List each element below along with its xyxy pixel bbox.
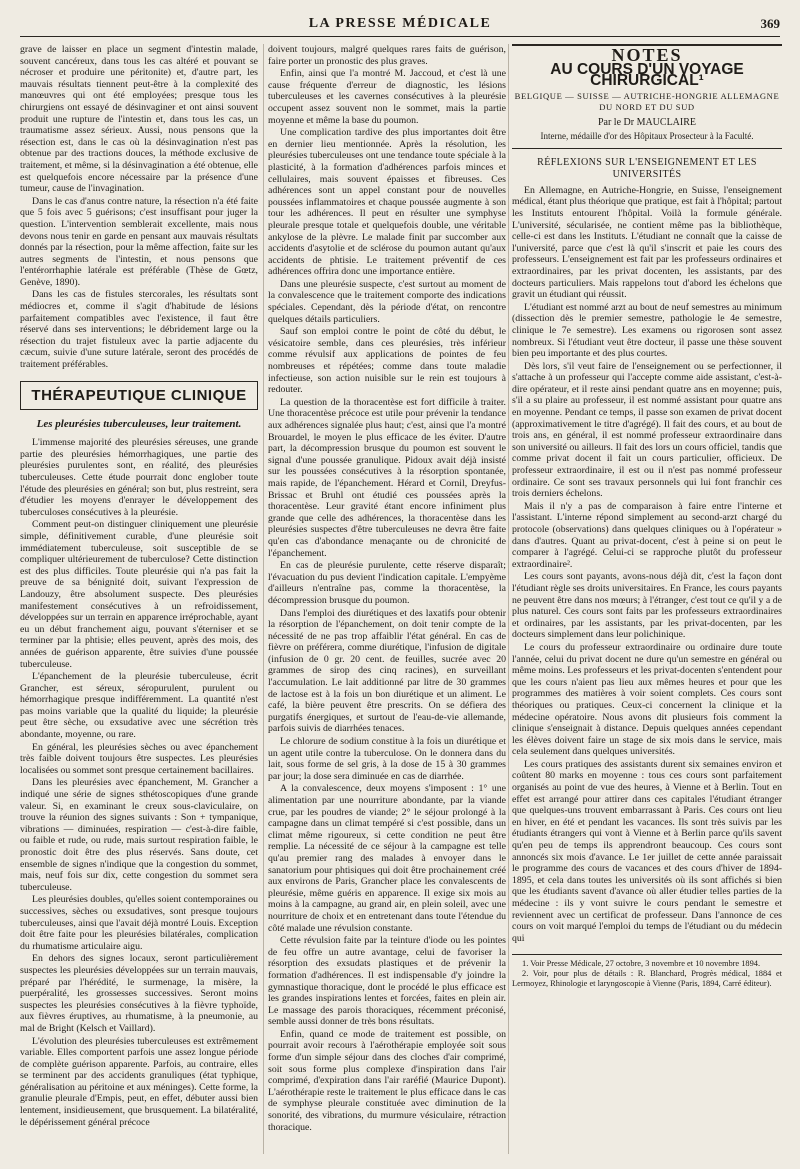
paragraph: Dans les cas de fistules stercorales, les résultats sont médiocres et, comme il s'agit d'habitude de lésions parfaitement compatibles avec l'existence, il faut être réservé dans ses interventions; le débridement large ou la résection du trajet fistuleux avec la partie adjacente du cæcum, suivie d'une suture latérale, seront des procédés de traitement préférables. bbox=[20, 289, 258, 371]
paragraph: En Allemagne, en Autriche-Hongrie, en Suisse, l'enseignement médical, étant plus théorique que pratique, est fait à l'hôpital; partout les Instituts entourent l'hôpital. Voilà la formule générale. L'université, sécularisée, ne contient même pas la bibliothèque, celle-ci est dans les Instituts. L'étudiant ne connaît que la caisse de l'université, parce que c'est là qu'il s'inscrit et paie les cours des professeurs. L'enseignement est fait par les professeurs ordinaires et extraordinaires, par les privat docenten, les assistants, par des docteurs particuliers. Mais rappelons tout d'abord les échelons que gravit un étudiant qui réussit. bbox=[512, 184, 782, 301]
author-titles: Interne, médaille d'or des Hôpitaux Prosecteur à la Faculté. bbox=[540, 130, 754, 141]
paragraph: Enfin, quand ce mode de traitement est possible, on pourrait avoir recours à l'aérothérapie employée soit sous forme d'un simple séjour dans des cloches d'air comprimé, soit sous forme plus complexe d'inspiration dans l'air comprimé, d'expiration dans l'air raréfié (Maurice Dupont). L'aérothérapie reste le traitement le plus efficace dans le cas de symphyse pleurale constituée avec diminution de la sonorité, des vibrations, du murmure vésiculaire, rétraction thoracique. bbox=[268, 1028, 506, 1133]
column-3 bbox=[512, 44, 782, 1154]
paragraph: L'étudiant est nommé arzt au bout de neuf semestres au minimum (dissection dès le premier semestre, pathologie le 4e semestre, clinique le 7e semestre). Les examens ou rigorosen sont assez nombreux. Si l'étudiant veut être docteur, il passe une thèse souvent bien peu importante et des plus courtes. bbox=[512, 301, 782, 360]
paragraph: Dans le cas d'anus contre nature, la résection n'a été faite que 5 fois avec 5 guérisons; c'est insuffisant pour juger la question. L'intervention semblerait excellente, mais nous devons nous tenir en garde en pensant aux mauvais résultats donnés par la résection, pour la même affection, faite sur les autres segments de l'intestin, et nous pensons que l'entérorrhaphie latérale est préférable (Thèse de Gœtz, Genève, 1890). bbox=[20, 195, 258, 288]
paragraph: Enfin, ainsi que l'a montré M. Jaccoud, et c'est là une cause fréquente d'erreur de diagnostic, les lésions tuberculeuses et les cavernes consécutives à la pleurésie occupent assez souvent non le sommet, mais la partie moyenne et même la base du poumon. bbox=[268, 68, 506, 126]
footnote: 1. Voir Presse Médicale, 27 octobre, 3 novembre et 10 novembre 1894. bbox=[522, 959, 761, 969]
paragraph: En cas de pleurésie purulente, cette réserve disparaît; l'évacuation du pus devient l'indication capitale. L'empyème d'ailleurs n'entraîne pas, comme la thoracentèse, la décompression brusque du poumon. bbox=[268, 560, 506, 606]
column-1 bbox=[20, 44, 258, 1154]
journal-title: LA PRESSE MÉDICALE bbox=[308, 16, 492, 31]
paragraph: Comment peut-on distinguer cliniquement une pleurésie simple, définitivement curable, d'une pleurésie soit immédiatement tuberculeuse, soit susceptible de se compliquer ultérieurement de tuberculose? Cette distinction est des plus difficiles. Toute pleurésie qui n'a pas fait la preuve de sa bénignité doit, suivant l'expression de Landouzy, être absolument suspecte. Des pleurésies manifestement consécutives à un refroidissement, développées sur un terrain en apparence irréprochable, ayant eu un début franchement aigu, pouvant s'éterniser et se terminer par la phtisie; elles peuvent, après des mois, des années de guérison apparente, être suivies d'une poussée tuberculeuse. bbox=[20, 519, 258, 670]
paragraph: Dans les pleurésies avec épanchement, M. Grancher a indiqué une série de signes sthétoscopiques d'une grande valeur. Si, en examinant le creux sous-claviculaire, on trouve la réunion des signes suivants : Son + tympanique, vibrations — diminuées, respiration — c'est-à-dire faible, ou faible et rude, ou rude, mais surtout respiration faible, le pronostic doit être des plus réservés. Sans doute, cet ensemble de signes n'indique que la congestion du sommet, mais, neuf fois sur dix, cette congestion du sommet sera tuberculeuse. bbox=[20, 777, 258, 893]
footnote: 2. Voir, pour plus de détails : R. Blanchard, Progrès médical, 1884 et Lermoyez, Rhinologie et laryngoscopie à Vienne (Paris, 1894, Carré éditeur). bbox=[512, 969, 782, 989]
footnotes bbox=[512, 954, 782, 989]
paragraph: Mais il n'y a pas de comparaison à faire entre l'interne et l'assistant. L'interne répond simplement au second-arzt chargé du protocole (observations) dans quelques cliniques ou à l'opérateur » dans d'autres. Quant au privat-docent, c'est à peine si on peut le comparer à l'agrégé. Celui-ci se rapproche plutôt du professeur extraordinaire². bbox=[512, 500, 782, 570]
paragraph: Une complication tardive des plus importantes doit être en dernier lieu mentionnée. Après la résolution, les pleurésies tuberculeuses ont une tendance toute spéciale à la plasticité, à la formation d'adhérences parfois minces et cellulaires, mais souvent épaisses et fibreuses. Ces adhérences sont un appel constant pour de nouvelles poussées inflammatoires et chaque poussée augmente à son tour les adhérences. Il peut en résulter une symphyse pleurale presque totale et quelquefois double, une véritable ankylose de la plèvre. Le malade finit par succomber aux accidents d'asytolie et de sclérose du poumon autant qu'aux accidents de phtisie. Le traitement préventif de ces adhérences offrira donc une importance entière. bbox=[268, 127, 506, 278]
paragraph: Dans une pleurésie suspecte, c'est surtout au moment de la convalescence que le traitement comporte des indications spéciales. Cependant, dès la période d'état, on rencontre quelques détails particuliers. bbox=[268, 278, 506, 325]
column-2 bbox=[268, 44, 506, 1154]
paragraph: L'épanchement de la pleurésie tuberculeuse, écrit Grancher, est séreux, séropurulent, purulent ou hémorrhagique presque indifféremment. La quantité n'est pas moins variable que la qualité du liquide; la pleurésie peut être sèche, ou exsudative avec une sécrétion très abondante, moyenne, ou rare. bbox=[20, 671, 258, 741]
paragraph: En général, les pleurésies sèches ou avec épanchement très faible doivent toujours être suspectes. Les pleurésies localisées ou sommet sont presque certainement bacillaires. bbox=[20, 741, 258, 776]
paragraph: Dans l'emploi des diurétiques et des laxatifs pour obtenir la résorption de l'épanchement, on doit tenir compte de la nécessité de ne pas trop affaiblir l'état général. En cas de fièvre on préférera, comme diurétique, l'infusion de digitale (infusion de 0 gr. 20 cent. de feuilles, sucrée avec 20 grammes de sirop des cinq racines), en surveillant l'accumulation. Le lait additionné par litre de 30 grammes de lactose est à la fois un bon diurétique et un aliment. Le café, la bière peuvent être prescrits. On se défiera des purgatifs énergiques, et surtout de l'eau-de-vie allemande, parfois suivis de diarrhées tenaces. bbox=[268, 607, 506, 735]
paragraph: Les cours pratiques des assistants durent six semaines environ et coûtent 80 marks en moyenne : tous ces cours sont parfaitement organisés au point de vue des heures, à Vienne et à Berlin. Tout en effet est arrangé pour attirer dans ces capitales l'étudiant étranger que quelques-uns trouvent embarrassant à Paris. Ces cours ont lieu en hiver, en été et pendant les vacances. Ils sont très suivis par les étudiants étrangers qui vont à Vienne et à Berlin parce qu'ils savent qu'en peu de temps ils apprendront beaucoup. Ces cours sont annoncés six mois d'avance. Le 1er juillet de cette année paraissait le programme des cours de vacances et des cours d'hiver de 1894-1895, et cela dans toutes les universités où ils sont affichés si bien que les étudiants savent d'avance où aller étudier telles parties de la médecine : ils y vont suivre le cours pendant le semestre et reviennent avec un certificat de professeur. Dans l'annonce de ces cours on voit marqué l'emploi du temps de l'étudiant ou du médecin qui bbox=[512, 758, 782, 944]
paragraph: Le cours du professeur extraordinaire ou ordinaire dure toute l'année, celui du privat docent ne dure qu'un semestre en général ou même moins. Les professeurs et les privat-docenten s'entendent pour que les cours n'aient pas lieu aux mêmes heures et pour que les programmes des matières à voir soient complets. Ces cours sont théoriques ou pratiques. Ceux-ci concernent la clinique et la médecine opératoire. Nous avons dit plusieurs fois comment la clinique s'enseignait à distance. Depuis quelques années cependant les élèves doivent faire un stage de six mois dans le service, mais cela seulement dans quelques universités. bbox=[512, 641, 782, 758]
paragraph: L'évolution des pleurésies tuberculeuses est extrêmement variable. Elles comportent parfois une assez longue période de complète guérison apparente. Parfois, au contraire, elles se terminent par des accidents granuliques (état typhique, généralisation au péritoine et aux méninges). Cette forme, la granulie pleurale d'Empis, peut, en effet, débuter aussi bien lentement, insidieusement, que brusquement. La bilatéralité, le dépérissement général précoce bbox=[20, 1035, 258, 1128]
article-title: Les pleurésies tuberculeuses, leur traitement. bbox=[36, 418, 242, 431]
paragraph: doivent toujours, malgré quelques rares faits de guérison, faire porter un pronostic des plus graves. bbox=[268, 44, 506, 67]
paragraph: En dehors des signes locaux, seront particulièrement suspectes les pleurésies développées sur un terrain mauvais, préparé par l'hérédité, le surmenage, la misère, la puerpéralité, les grossesses successives. Seront moins suspectes les pleurésies consécutives à la fièvre typhoïde, aux fièvres éruptives, au rhumatisme, à la pneumonie, au mal de Bright (Kelsch et Vaillard). bbox=[20, 953, 258, 1034]
author-line: Par le Dr MAUCLAIRE bbox=[597, 116, 697, 128]
countries-line: BELGIQUE — SUISSE — AUTRICHE-HONGRIE ALLEMAGNE DU NORD ET DU SUD bbox=[514, 90, 780, 112]
paragraph: Sauf son emploi contre le point de côté du début, le vésicatoire semble, dans ces pleurésies, très inférieur comme révulsif aux applications de pointes de feu nombreuses et répétées; comme dans toute maladie infectieuse, son action nuisible sur le rein est toujours à redouter. bbox=[268, 326, 506, 396]
notes-subtitle: AU COURS D'UN VOYAGE CHIRURGICAL¹ bbox=[550, 60, 744, 90]
paragraph: Le chlorure de sodium constitue à la fois un diurétique et un agent utile contre la tuberculose. On le donnera dans du lait, sous forme de sel gris, à la dose de 15 à 30 grammes par jour; la dose sera diminuée en cas de diarrhée. bbox=[268, 736, 506, 782]
running-header bbox=[20, 10, 780, 37]
column-divider bbox=[508, 44, 509, 1154]
paragraph: Les cours sont payants, avons-nous déjà dit, c'est la façon dont l'étudiant règle ses droits universitaires. En France, les cours payants ne peuvent être dans nos mœurs; à l'étranger, c'est tout ce qu'il y a de plus naturel. Ces cours sont faits par les professeurs extraordinaires et ordinaires, par les assistants, par les privat-docenten, par les docteurs simplement dans leur polichinique. bbox=[512, 571, 782, 641]
section-heading: THÉRAPEUTIQUE CLINIQUE bbox=[20, 381, 258, 411]
paragraph: La question de la thoracentèse est fort difficile à traiter. Une thoracentèse précoce est utile pour prévenir la tendance aux adhérences signalée plus haut; c'est, ainsi que l'a montré Brouardel, le moyen le plus efficace de les éviter. D'autre part, la décompression brusque du poumon est souvent le signal d'une poussée granulique. Pidoux avait déjà insisté sur les poussées consécutives à la résorption spontanée, mais rapide, de l'épanchement. Hérard et Cornil, Dreyfus-Brissac et Bruhl ont étudié ces poussées après la thoracentèse. Leur gravité étant encore infiniment plus grande que celle des adhérences, la thoracentèse dans les pleurésies suspectes d'être tuberculeuses ne devra être faite qu'en cas d'abondance menaçante ou de chronicité de l'épanchement. bbox=[268, 396, 506, 559]
paragraph: A la convalescence, deux moyens s'imposent : 1° une alimentation par une nourriture abondante, par la viande crue, par les poudres de viande; 2° le séjour prolongé à la campagne dans un climat tempéré si c'est possible, dans un climat même rigoureux, si cette condition ne peut être remplie. La nécessité de ce séjour à la campagne est telle qu'au premier rang des malades à envoyer dans le sanatorium pour phtisiques qui doit être prochainement créé aux environs de Paris, Grancher place les convalescents de pleurésie, même guéris en apparence. Il exige six mois au moins à la campagne, au grand air, en plein soleil, avec une nourriture de choix et en entretenant dans toute l'étendue du côté malade une révulsion constante. bbox=[268, 783, 506, 934]
paragraph: Dès lors, s'il veut faire de l'enseignement ou se perfectionner, il s'attache à un professeur qui l'accepte comme aide assistant, c'est-à-dire opérateur, et il reste ainsi pendant quatre ans en moyenne; puis, s'il a su plaire au professeur, il est nommé assistant pour quatre ans en moyenne. Pendant ce temps, il passe son examen de privat docent (approximativement le titre d'agrégé). Il fait des cours, et au bout de trois ans, en général, il est nommé professeur extraordinaire dans son université ou ailleurs. Il fait des lors un cours officiel, tandis que comme privat docent il fait un cours particulier, officieux. De professeur extraordinaire, il est ou il n'est pas nommé professeur ordinaire. Ce sont ses travaux personnels qui lui font franchir ces trois derniers échelons. bbox=[512, 360, 782, 500]
column-divider bbox=[263, 44, 264, 1154]
paragraph: Les pleurésies doubles, qu'elles soient contemporaines ou successives, sèches ou exsudatives, sont presque toujours tuberculeuses, ainsi que l'avait déjà montré Louis. Exception doit être faite pour les pleurésies bilatérales, complication du rhumatisme articulaire aigu. bbox=[20, 894, 258, 952]
notes-title: NOTES bbox=[611, 45, 683, 65]
paragraph: Cette révulsion faite par la teinture d'iode ou les pointes de feu offre un autre avantage, celui de favoriser la résorption des exsudats plastiques et de prévenir la formation d'adhérences. Il est indispensable d'y joindre la gymnastique thoracique, dont le procédé le plus efficace est les grandes inspirations lentes et forcées, faites en plein air. Le massage des parois thoraciques, récemment préconisé, semble aussi donner de très bons résultats. bbox=[268, 935, 506, 1028]
paragraph: L'immense majorité des pleurésies séreuses, une grande partie des pleurésies hémorrhagiques, une partie des pleurésies purulentes sont, en réalité, des pleurésies tuberculeuses. Cette étude pourrait donc englober toute l'étude des pleurésies en général; son but, plus restreint, sera d'étudier les moyens d'enrayer le développement des tuberculoses consécutives à la pleurésie. bbox=[20, 437, 258, 518]
section-title: RÉFLEXIONS SUR L'ENSEIGNEMENT ET LES UNIVERSITÉS bbox=[537, 156, 757, 180]
paragraph: grave de laisser en place un segment d'intestin malade, souvent cancéreux, dans tous les cas altéré et pouvant se nécroser et produire une péritonite) et, d'autre part, les mauvais résultats tiennent peut-être à la complexité des manœuvres qui ont été employées; presque tous les chirurgiens ont essayé de désinvaginer et ont ainsi souvent produit une rupture de l'intestin et, dans tous les cas, un traumatisme assez sérieux. Aussi, nous pensons que la résection est, dans le cas où la désinvagination n'est pas obtenue par des tractions douces, la méthode exclusive de traitement, et même, si la désinvagination a été obtenue, elle est quelquefois encore nécessaire par la présence d'une tumeur, cause de l'invagination. bbox=[20, 44, 258, 195]
page-number: 369 bbox=[760, 16, 780, 31]
notes-header bbox=[512, 44, 782, 149]
